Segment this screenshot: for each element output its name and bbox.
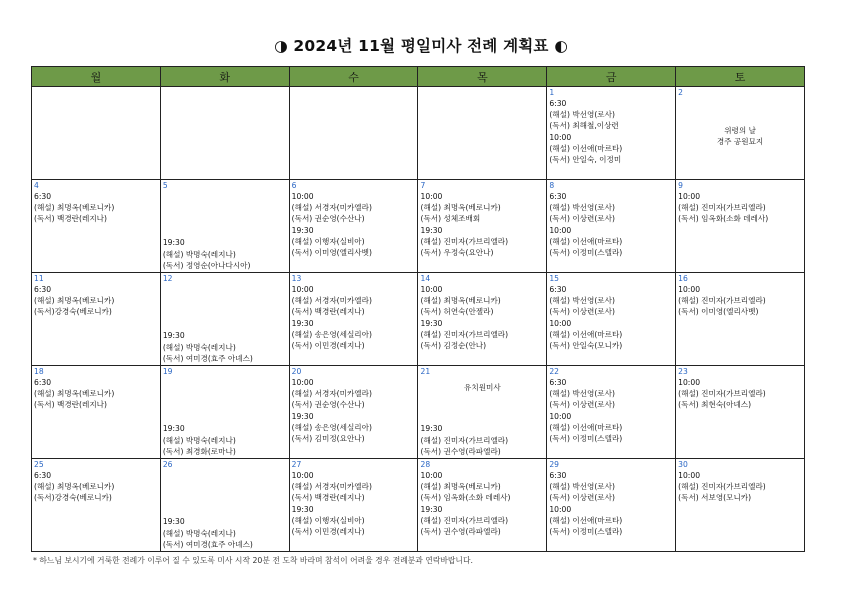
weekday-thursday: 목 — [418, 67, 547, 87]
day-cell — [418, 180, 547, 273]
day-cell-content — [290, 87, 418, 179]
schedule-bottom-block — [420, 423, 508, 457]
day-cell-content — [161, 87, 289, 179]
schedule-line: (독서) 정영순(아나다시아) — [162, 260, 251, 270]
day-number: 9 — [678, 181, 683, 190]
schedule-line: 10:00 — [549, 504, 572, 514]
day-cell-content — [418, 273, 546, 365]
schedule-line: (해설) 진미자(가브리엘라) — [678, 389, 766, 399]
schedule-line: 10:00 — [549, 132, 572, 142]
schedule-line: (독서) 안일숙(모니카) — [549, 341, 623, 351]
schedule-line: (해설) 송은영(세실리아) — [291, 329, 372, 339]
schedule-line: (독서) 이미영(엘리사벳) — [678, 307, 759, 317]
schedule-top-block — [678, 284, 802, 318]
schedule-line: (해설) 박명숙(레지나) — [162, 435, 236, 445]
schedule-line: (해설) 이선애(마르타) — [549, 515, 623, 525]
schedule-line: 6:30 — [549, 99, 567, 108]
schedule-line: (독서) 이정미(스텔라) — [549, 434, 623, 444]
day-number: 20 — [291, 367, 302, 376]
schedule-line: (독서) 이미영(엘리사벳) — [291, 248, 372, 258]
day-cell — [32, 459, 161, 552]
schedule-line: 19:30 — [420, 424, 443, 434]
schedule-line: (독서) 이상련(로사) — [549, 214, 615, 224]
day-cell-content — [32, 180, 160, 272]
schedule-line: (해설) 최명옥(베로니카) — [34, 203, 115, 213]
schedule-line: (독서) 이민경(레지나) — [291, 527, 365, 537]
day-cell-content — [547, 366, 675, 458]
schedule-line: (해설) 진미자(가브리엘라) — [420, 236, 509, 246]
schedule-top-block — [34, 470, 158, 504]
day-cell-content — [418, 366, 546, 458]
schedule-line: (해설) 박선영(로사) — [549, 296, 615, 306]
schedule-line: 19:30 — [162, 331, 185, 341]
schedule-line: (독서) 안일숙, 이정미 — [549, 155, 622, 165]
day-cell-content — [418, 459, 546, 551]
day-number: 23 — [678, 367, 688, 376]
schedule-bottom-block — [163, 330, 253, 364]
day-number: 21 — [420, 367, 431, 376]
schedule-bottom-block — [163, 237, 251, 271]
schedule-bottom-block — [163, 516, 253, 550]
schedule-line: (해설) 박명숙(레지나) — [162, 528, 236, 538]
day-cell — [418, 459, 547, 552]
schedule-line: 19:30 — [162, 517, 185, 527]
day-cell — [547, 459, 676, 552]
schedule-line: (해설) 이선애(마르타) — [549, 236, 623, 246]
day-cell-content — [547, 459, 675, 551]
day-cell-content — [32, 273, 160, 365]
schedule-line: (독서) 권수영(라파엘라) — [420, 446, 501, 456]
day-cell-content — [161, 180, 289, 272]
schedule-line: (독서) 김미정(요안나) — [291, 434, 365, 444]
schedule-line: (해설) 진미자(가브리엘라) — [678, 482, 766, 492]
schedule-line: (해설) 박선영(로사) — [549, 482, 615, 492]
schedule-line: (해설) 진미자(가브리엘라) — [678, 203, 766, 213]
day-number: 5 — [162, 181, 168, 190]
schedule-calendar — [31, 66, 805, 552]
day-cell — [547, 366, 676, 459]
day-cell-content — [290, 180, 418, 272]
schedule-line: (독서) 서보영(모니카) — [678, 493, 752, 503]
day-cell — [289, 459, 418, 552]
day-cell — [676, 459, 805, 552]
schedule-line: (독서) 우정숙(요안나) — [420, 248, 494, 258]
schedule-line: (독서) 이상련(로사) — [549, 493, 615, 503]
day-number: 12 — [162, 274, 173, 283]
schedule-line: 10:00 — [291, 471, 314, 480]
schedule-line: (해설) 최명옥(베로니카) — [420, 296, 501, 306]
day-cell-content — [161, 273, 289, 365]
schedule-line: (독서) 최해철,이상련 — [549, 121, 619, 131]
schedule-line: (독서) 이상련(로사) — [549, 400, 615, 410]
schedule-line: (해설) 최명옥(베로니카) — [34, 482, 115, 492]
schedule-line: (해설) 박선영(로사) — [549, 389, 615, 399]
schedule-line: (독서) 이민경(레지나) — [291, 341, 365, 351]
day-number: 2 — [678, 88, 683, 97]
day-cell — [160, 273, 289, 366]
schedule-line: (해설) 서경자(미카엘라) — [291, 296, 372, 306]
schedule-line: 19:30 — [420, 225, 443, 235]
schedule-line: (독서)강경숙(베로니카) — [34, 307, 112, 317]
day-number: 29 — [549, 460, 559, 469]
day-cell-content — [32, 459, 160, 551]
schedule-line: (독서) 권순영(수산나) — [291, 400, 365, 410]
schedule-line: (독서) 최경화(로마나) — [162, 446, 236, 456]
schedule-line: (해설) 박선영(로사) — [549, 110, 615, 120]
day-number: 7 — [420, 181, 426, 190]
schedule-line: 10:00 — [291, 192, 314, 201]
schedule-line: (독서) 백경란(레지나) — [291, 493, 365, 503]
schedule-top-block — [678, 191, 802, 225]
schedule-line: (독서)강경숙(베로니카) — [34, 493, 112, 503]
special-event — [676, 125, 804, 147]
day-number: 19 — [162, 367, 173, 376]
schedule-line: (독서) 권수영(라파엘라) — [420, 527, 501, 537]
day-cell — [676, 366, 805, 459]
day-cell-content — [418, 180, 546, 272]
day-cell — [32, 366, 161, 459]
schedule-line: (독서) 임옥화(소화 데레사) — [420, 493, 511, 503]
day-cell-content — [32, 87, 160, 179]
footnote: * 하느님 보시기에 거룩한 전례가 이루어 질 수 있도록 미사 시작 20분 전 도착 바라며 참석이 어려울 경우 전례분과 연락바랍니다. — [33, 556, 473, 565]
schedule-line: 6:30 — [549, 192, 567, 201]
day-cell — [676, 273, 805, 366]
weekday-monday: 월 — [32, 67, 161, 87]
schedule-line: (해설) 송은영(세실리아) — [291, 422, 372, 432]
schedule-line: 10:00 — [678, 192, 701, 201]
schedule-line: 6:30 — [34, 192, 52, 201]
day-cell-content — [290, 273, 418, 365]
schedule-line: (독서) 여미경(효주 아녜스) — [162, 539, 253, 549]
day-number: 16 — [678, 274, 688, 283]
schedule-line: 19:30 — [420, 318, 443, 328]
day-cell-content — [547, 180, 675, 272]
schedule-line: (해설) 진미자(가브리엘라) — [678, 296, 766, 306]
day-cell — [289, 366, 418, 459]
schedule-line: (독서) 최현숙(아녜스) — [678, 400, 752, 410]
day-number: 14 — [420, 274, 431, 283]
day-cell — [547, 180, 676, 273]
schedule-top-block — [420, 470, 544, 537]
schedule-top-block — [34, 284, 158, 318]
schedule-line: (독서) 성체조배회 — [420, 214, 481, 224]
schedule-line: (해설) 이선애(마르타) — [549, 422, 623, 432]
day-cell — [418, 366, 547, 459]
schedule-line: 6:30 — [34, 471, 52, 480]
schedule-top-block — [549, 98, 673, 165]
schedule-top-block — [549, 470, 673, 537]
schedule-top-block — [420, 284, 544, 351]
weekday-tuesday: 화 — [160, 67, 289, 87]
weekday-friday: 금 — [547, 67, 676, 87]
schedule-line: (독서) 이정미(스텔라) — [549, 248, 623, 258]
day-cell — [289, 180, 418, 273]
schedule-line: 19:30 — [291, 411, 314, 421]
week-row — [32, 273, 805, 366]
schedule-line: 10:00 — [678, 378, 701, 387]
schedule-top-block — [678, 377, 802, 411]
schedule-top-block — [678, 470, 802, 504]
schedule-line: (해설) 진미자(가브리엘라) — [420, 435, 509, 445]
day-cell — [160, 366, 289, 459]
schedule-line: 10:00 — [291, 378, 314, 387]
day-number: 8 — [549, 181, 555, 190]
day-cell — [32, 87, 161, 180]
schedule-line: 10:00 — [420, 192, 443, 201]
schedule-line: (해설) 최명옥(베로니카) — [420, 203, 501, 213]
schedule-line: 10:00 — [291, 285, 314, 294]
schedule-line: (해설) 서경자(미카엘라) — [291, 203, 372, 213]
schedule-top-block — [34, 377, 158, 411]
schedule-line: (독서) 권순영(수산나) — [291, 214, 365, 224]
day-cell — [160, 180, 289, 273]
day-cell-content — [290, 366, 418, 458]
page-title: ◑ 2024년 11월 평일미사 전례 계획표 ◐ — [274, 37, 568, 55]
special-event-line: 위령의 날 — [724, 126, 756, 135]
day-cell-content — [161, 459, 289, 551]
schedule-line: 19:30 — [291, 318, 314, 328]
day-cell — [32, 180, 161, 273]
schedule-line: 10:00 — [549, 411, 572, 421]
schedule-line: (해설) 서경자(미카엘라) — [291, 389, 372, 399]
day-cell — [676, 180, 805, 273]
day-number: 15 — [549, 274, 559, 283]
day-number: 13 — [291, 274, 302, 283]
day-number: 22 — [549, 367, 559, 376]
day-number: 25 — [34, 460, 44, 469]
special-event — [418, 382, 546, 393]
schedule-top-block — [549, 284, 673, 351]
schedule-top-block — [292, 377, 416, 444]
schedule-line: 6:30 — [549, 471, 567, 480]
schedule-line: 19:30 — [291, 504, 314, 514]
schedule-line: (해설) 박명숙(레지나) — [162, 342, 236, 352]
day-cell — [547, 273, 676, 366]
schedule-line: 6:30 — [34, 285, 52, 294]
day-number: 30 — [678, 460, 688, 469]
special-event-line: 경주 공원묘지 — [716, 137, 764, 147]
schedule-line: (독서) 임옥화(소화 데레사) — [678, 214, 769, 224]
day-cell — [289, 273, 418, 366]
schedule-line: (해설) 이선애(마르타) — [549, 143, 623, 153]
day-cell-content — [676, 273, 804, 365]
weekday-saturday: 토 — [676, 67, 805, 87]
day-number: 18 — [34, 367, 44, 376]
schedule-line: (해설) 진미자(가브리엘라) — [420, 329, 509, 339]
day-cell — [160, 459, 289, 552]
schedule-line: 19:30 — [291, 225, 314, 235]
schedule-line: (독서) 여미경(효주 아녜스) — [162, 353, 253, 363]
schedule-line: (해설) 박명숙(레지나) — [162, 249, 236, 259]
schedule-line: (해설) 박선영(로사) — [549, 203, 615, 213]
schedule-line: (해설) 서경자(미카엘라) — [291, 482, 372, 492]
schedule-top-block — [34, 191, 158, 225]
schedule-line: (해설) 이선애(마르타) — [549, 329, 623, 339]
schedule-line: 10:00 — [549, 225, 572, 235]
day-cell-content — [32, 366, 160, 458]
day-cell — [547, 87, 676, 180]
week-row — [32, 366, 805, 459]
schedule-line: 19:30 — [420, 504, 443, 514]
schedule-line: (독서) 김정순(안나) — [420, 341, 487, 351]
day-cell-content — [547, 273, 675, 365]
schedule-line: (독서) 이정미(스텔라) — [549, 527, 623, 537]
schedule-line: 10:00 — [678, 471, 701, 480]
schedule-line: (독서) 백경란(레지나) — [34, 214, 107, 224]
week-row — [32, 459, 805, 552]
day-cell-content — [676, 87, 804, 179]
weekday-header-row — [32, 67, 805, 87]
day-cell — [418, 273, 547, 366]
schedule-line: (독서) 이상련(로사) — [549, 307, 615, 317]
schedule-top-block — [549, 191, 673, 258]
week-row — [32, 87, 805, 180]
day-number: 28 — [420, 460, 431, 469]
schedule-line: (독서) 백경란(레지나) — [291, 307, 365, 317]
day-number: 4 — [34, 181, 39, 190]
schedule-line: (해설) 이행자(실비아) — [291, 515, 365, 525]
day-cell — [676, 87, 805, 180]
week-row — [32, 180, 805, 273]
schedule-line: (해설) 진미자(가브리엘라) — [420, 515, 509, 525]
day-cell-content — [676, 180, 804, 272]
day-cell-content — [547, 87, 675, 179]
schedule-line: 10:00 — [549, 318, 572, 328]
schedule-top-block — [420, 191, 544, 258]
schedule-top-block — [292, 284, 416, 351]
schedule-line: (해설) 이행자(실비아) — [291, 236, 365, 246]
day-number: 1 — [549, 88, 555, 97]
schedule-line: (해설) 최명옥(베로니카) — [420, 482, 501, 492]
day-cell-content — [676, 366, 804, 458]
schedule-line: 6:30 — [549, 378, 567, 387]
schedule-line: 10:00 — [678, 285, 701, 294]
schedule-line: (독서) 허연숙(안젤라) — [420, 307, 494, 317]
schedule-line: (독서) 백경란(레지나) — [34, 400, 107, 410]
schedule-bottom-block — [163, 423, 236, 457]
day-number: 27 — [291, 460, 302, 469]
day-cell-content — [161, 366, 289, 458]
schedule-line: (해설) 최명옥(베로니카) — [34, 389, 115, 399]
schedule-top-block — [549, 377, 673, 444]
weekday-wednesday: 수 — [289, 67, 418, 87]
schedule-line: 10:00 — [420, 285, 443, 294]
day-cell — [289, 87, 418, 180]
schedule-line: (해설) 최명옥(베로니카) — [34, 296, 115, 306]
day-number: 26 — [162, 460, 173, 469]
schedule-line: 6:30 — [549, 285, 567, 294]
day-cell-content — [290, 459, 418, 551]
day-cell-content — [676, 459, 804, 551]
schedule-line: 6:30 — [34, 378, 52, 387]
schedule-line: 10:00 — [420, 471, 443, 480]
day-cell — [32, 273, 161, 366]
day-number: 11 — [34, 274, 44, 283]
special-event-line: 유치원미사 — [464, 383, 501, 392]
schedule-top-block — [292, 191, 416, 258]
schedule-line: 19:30 — [162, 238, 185, 248]
day-cell — [418, 87, 547, 180]
day-number: 6 — [291, 181, 297, 190]
day-cell — [160, 87, 289, 180]
schedule-top-block — [292, 470, 416, 537]
schedule-line: 19:30 — [162, 424, 185, 434]
day-cell-content — [418, 87, 546, 179]
